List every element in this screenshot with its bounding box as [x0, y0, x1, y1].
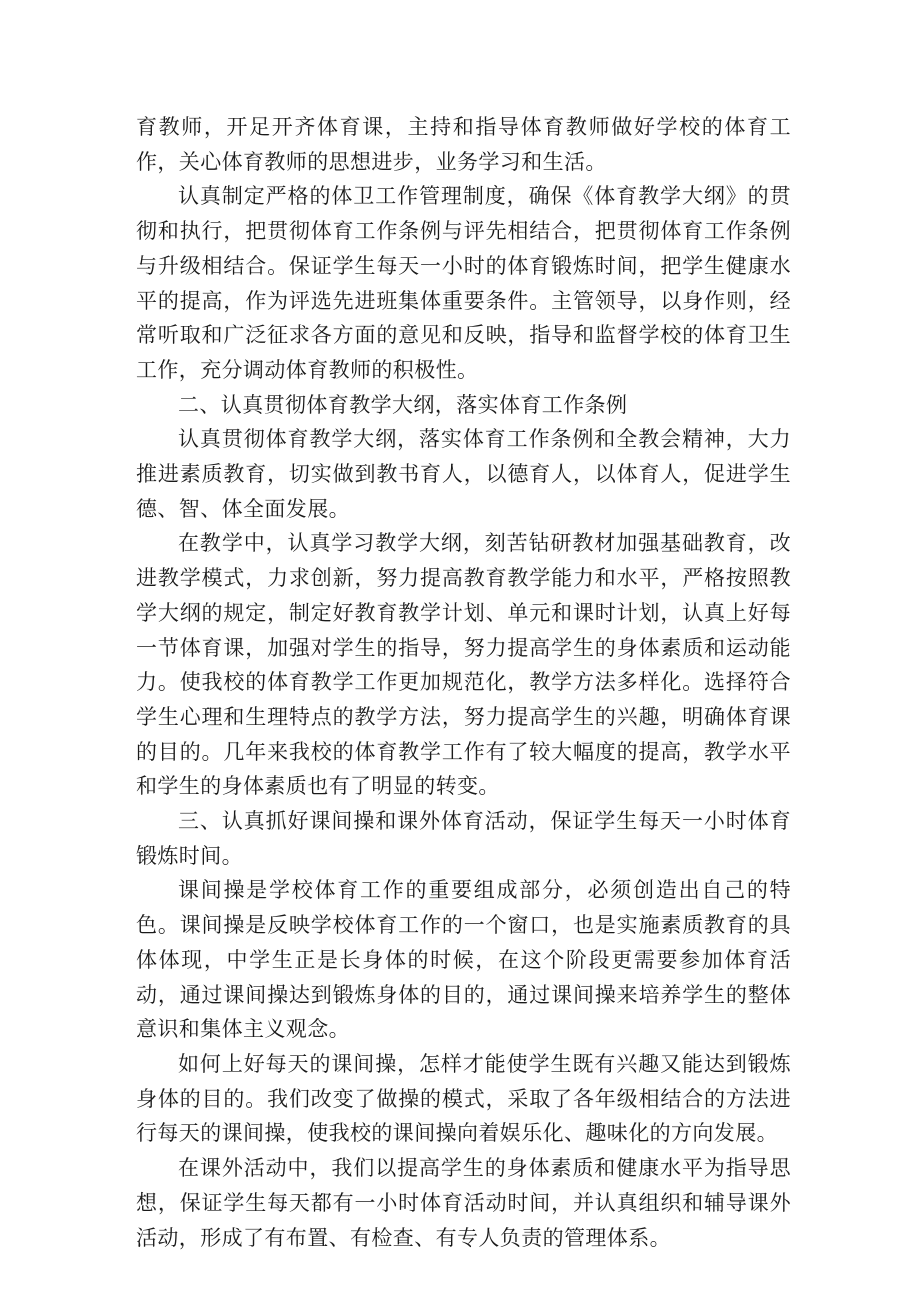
- paragraph-exercise-mode: 如何上好每天的课间操，怎样才能使学生既有兴趣又能达到锻炼身体的目的。我们改变了做操的模式，采取了各年级相结合的方法进行每天的课间操，使我校的课间操向着娱乐化、趣味化的方向发展。: [136, 1051, 791, 1146]
- section-heading-2: 二、认真贯彻体育教学大纲，落实体育工作条例: [178, 392, 628, 417]
- paragraph-extracurricular: 在课外活动中，我们以提高学生的身体素质和健康水平为指导思想，保证学生每天都有一小时体育活动时间，并认真组织和辅导课外活动，形成了有布置、有检查、有专人负责的管理体系。: [136, 1156, 791, 1250]
- paragraph-teaching: 在教学中，认真学习教学大纲，刻苦钻研教材加强基础教育，改进教学模式，力求创新，努力提高教育教学能力和水平，严格按照教学大纲的规定，制定好教育教学计划、单元和课时计划，认真上好每一节体育课，加强对学生的指导，努力提高学生的身体素质和运动能力。使我校的体育教学工作更加规范化，教学方法多样化。选择符合学生心理和生理特点的教学方法，努力提高学生的兴趣，明确体育课的目的。几年来我校的体育教学工作有了较大幅度的提高，教学水平和学生的身体素质也有了明显的转变。: [136, 531, 791, 799]
- paragraph-break-exercise: 课间操是学校体育工作的重要组成部分，必须创造出自己的特色。课间操是反映学校体育工作的一个窗口，也是实施素质教育的具体体现，中学生正是长身体的时候，在这个阶段更需要参加体育活动，通过课间操达到锻炼身体的目的，通过课间操来培养学生的整体意识和集体主义观念。: [136, 878, 791, 1042]
- document-body: [136, 110, 791, 1255]
- paragraph-implement-syllabus: 认真贯彻体育教学大纲，落实体育工作条例和全教会精神，大力推进素质教育，切实做到教书育人，以德育人，以体育人，促进学生德、智、体全面发展。: [136, 427, 791, 521]
- paragraph-continuation: 育教师，开足开齐体育课，主持和指导体育教师做好学校的体育工作，关心体育教师的思想进步，业务学习和生活。: [136, 115, 791, 174]
- section-heading-3: 三、认真抓好课间操和课外体育活动，保证学生每天一小时体育锻炼时间。: [136, 809, 791, 868]
- paragraph-management-system: 认真制定严格的体卫工作管理制度，确保《体育教学大纲》的贯彻和执行，把贯彻体育工作条例与评先相结合，把贯彻体育工作条例与升级相结合。保证学生每天一小时的体育锻炼时间，把学生健康水平的提高，作为评选先进班集体重要条件。主管领导，以身作则，经常听取和广泛征求各方面的意见和反映，指导和监督学校的体育卫生工作，充分调动体育教师的积极性。: [136, 184, 791, 382]
